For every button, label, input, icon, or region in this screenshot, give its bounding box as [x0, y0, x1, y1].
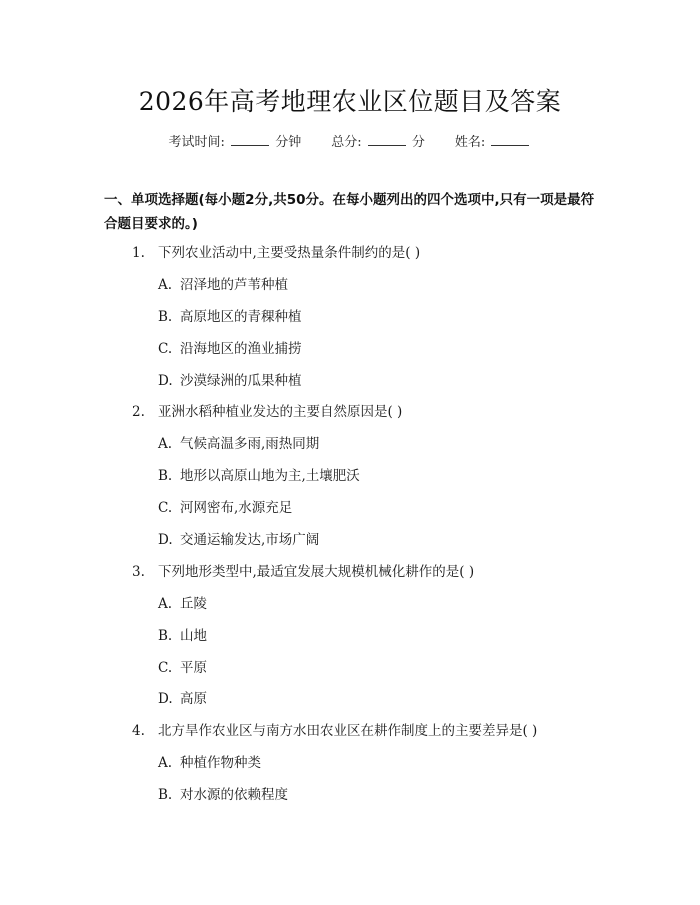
option-2c: [158, 499, 292, 517]
option-2d: [158, 531, 319, 549]
question-text: 下列地形类型中,最适宜发展大规模机械化耕作的是( ): [158, 564, 475, 580]
option-text: 地形以高原山地为主,土壤肥沃: [180, 468, 360, 484]
option-text: 平原: [180, 660, 207, 676]
option-text: 气候高温多雨,雨热同期: [180, 436, 320, 452]
option-3c: [158, 659, 207, 677]
score-label: 总分:: [331, 135, 362, 150]
option-1c: [158, 340, 302, 358]
option-text: 种植作物种类: [180, 755, 261, 771]
exam-meta: [0, 131, 700, 150]
option-text: 沙漠绿洲的瓜果种植: [180, 373, 302, 389]
question-number: 3.: [132, 564, 145, 580]
name-blank: [491, 133, 529, 146]
student-name: [455, 131, 532, 150]
option-2a: [158, 435, 319, 453]
option-4b: [158, 786, 288, 804]
option-letter: C.: [158, 660, 173, 676]
question-3: [132, 563, 474, 581]
option-letter: C.: [158, 500, 173, 516]
question-text: 北方旱作农业区与南方水田农业区在耕作制度上的主要差异是( ): [158, 723, 538, 739]
option-letter: B.: [158, 309, 173, 325]
option-letter: A.: [158, 436, 173, 452]
question-2: [132, 403, 402, 421]
question-number: 4.: [132, 723, 145, 739]
option-text: 丘陵: [180, 596, 207, 612]
score-blank: [368, 133, 406, 146]
option-3b: [158, 627, 207, 645]
option-4a: [158, 754, 261, 772]
option-1d: [158, 372, 302, 390]
option-3d: [158, 690, 207, 708]
time-unit: 分钟: [275, 135, 302, 150]
option-letter: A.: [158, 596, 173, 612]
option-letter: C.: [158, 341, 173, 357]
page-title: 2026年高考地理农业区位题目及答案: [138, 87, 562, 116]
option-letter: A.: [158, 277, 173, 293]
option-letter: B.: [158, 468, 173, 484]
option-letter: D.: [158, 691, 173, 707]
option-text: 对水源的依赖程度: [180, 787, 288, 803]
question-text: 亚洲水稻种植业发达的主要自然原因是( ): [158, 404, 403, 420]
total-score: [331, 131, 425, 150]
question-text: 下列农业活动中,主要受热量条件制约的是( ): [158, 245, 421, 261]
option-text: 高原: [180, 691, 207, 707]
time-blank: [231, 133, 269, 146]
option-text: 山地: [180, 628, 207, 644]
name-label: 姓名:: [454, 135, 486, 150]
section-heading: 一、单项选择题(每小题2分,共50分。在每小题列出的四个选项中,只有一项是最符合题目要求的。): [104, 192, 595, 232]
option-text: 交通运输发达,市场广阔: [180, 532, 320, 548]
option-letter: D.: [158, 532, 173, 548]
question-number: 1.: [132, 245, 145, 261]
option-1b: [158, 308, 302, 326]
option-text: 河网密布,水源充足: [180, 500, 293, 516]
question-1: [132, 244, 420, 262]
option-text: 沼泽地的芦苇种植: [180, 277, 288, 293]
option-2b: [158, 467, 360, 485]
option-letter: A.: [158, 755, 173, 771]
exam-time: [169, 131, 302, 150]
question-number: 2.: [132, 404, 145, 420]
option-1a: [158, 276, 288, 294]
option-text: 高原地区的青稞种植: [180, 309, 302, 325]
option-text: 沿海地区的渔业捕捞: [180, 341, 302, 357]
time-label: 考试时间:: [168, 135, 225, 150]
option-letter: B.: [158, 628, 173, 644]
option-letter: D.: [158, 373, 173, 389]
option-3a: [158, 595, 207, 613]
question-4: [132, 722, 537, 740]
option-letter: B.: [158, 787, 173, 803]
score-unit: 分: [411, 135, 425, 150]
